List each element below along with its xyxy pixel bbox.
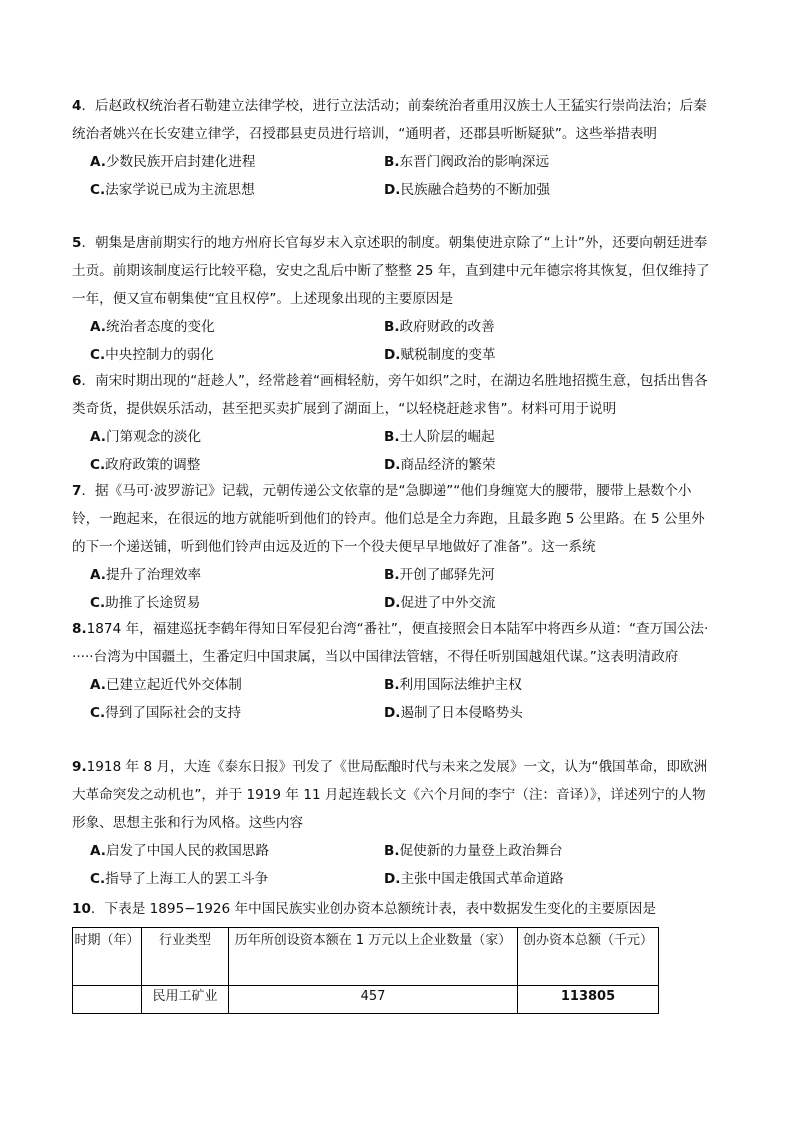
option-b[interactable]: B.促使新的力量登上政治舞台 xyxy=(384,843,563,859)
option-row xyxy=(72,699,712,727)
option-a[interactable]: A.启发了中国人民的救国思路 xyxy=(90,843,270,859)
table-cell: 民用工矿业 xyxy=(142,986,229,1014)
question-stem: 6．南宋时期出现的“赶趁人”，经常趁着“画楫轻舫，旁午如织”之时，在湖边名胜地招揽生意，包括出售各类奇货，提供娱乐活动，甚至把买卖扩展到了湖面上，“以轻桡赶趁求售”。材料可用于说明 xyxy=(72,373,708,417)
option-a[interactable]: A.统治者态度的变化 xyxy=(90,319,215,335)
option-row xyxy=(72,837,712,865)
option-row xyxy=(72,148,712,176)
option-row xyxy=(72,176,712,204)
option-row xyxy=(72,865,712,893)
option-d[interactable]: D.商品经济的繁荣 xyxy=(384,457,496,473)
option-c[interactable]: C.法家学说已成为主流思想 xyxy=(90,182,255,198)
table-header-cell: 时期（年） xyxy=(73,928,142,986)
option-row xyxy=(72,561,712,589)
question-stem: 4．后赵政权统治者石勒建立法律学校，进行立法活动；前秦统治者重用汉族士人王猛实行崇尚法治；后秦统治者姚兴在长安建立律学，召授郡县吏员进行培训，“通明者，还郡县听断疑狱”。这些举措表明 xyxy=(72,98,707,142)
question-stem: 8.1874 年，福建巡抚李鹤年得知日军侵犯台湾“番社”，便直接照会日本陆军中将西乡从道：“查万国公法······台湾为中国疆土，生番定归中国隶属，当以中国律法管辖，不得任听别国越俎代谋。”这表明清政府 xyxy=(72,621,709,665)
option-d[interactable]: D.民族融合趋势的不断加强 xyxy=(384,182,550,198)
option-row xyxy=(72,423,712,451)
question-4 xyxy=(72,92,712,204)
option-a[interactable]: A.少数民族开启封建化进程 xyxy=(90,154,256,170)
option-b[interactable]: B.政府财政的改善 xyxy=(384,319,495,335)
option-row xyxy=(72,671,712,699)
question-5 xyxy=(72,229,712,369)
question-7 xyxy=(72,477,712,617)
option-c[interactable]: C.得到了国际社会的支持 xyxy=(90,705,242,721)
option-a[interactable]: A.已建立起近代外交体制 xyxy=(90,677,242,693)
option-row xyxy=(72,451,712,479)
option-c[interactable]: C.中央控制力的弱化 xyxy=(90,347,214,363)
table-header-cell: 历年所创设资本额在 1 万元以上企业数量（家） xyxy=(229,928,518,986)
table-cell xyxy=(73,986,142,1014)
option-a[interactable]: A.提升了治理效率 xyxy=(90,567,202,583)
table-cell: 113805 xyxy=(518,986,659,1014)
option-d[interactable]: D.遏制了日本侵略势头 xyxy=(384,705,523,721)
table-cell: 457 xyxy=(229,986,518,1014)
option-row xyxy=(72,341,712,369)
question-10 xyxy=(72,895,712,923)
question-9 xyxy=(72,753,712,893)
question-stem: 7．据《马可·波罗游记》记载，元朝传递公文依靠的是“急脚递”“他们身缠宽大的腰带，腰带上悬数个小铃，一跑起来，在很远的地方就能听到他们的铃声。他们总是全力奔跑，且最多跑 5 公里路。在 5 公里外的下一个递送铺，听到他们铃声由远及近的下一个役夫便早早地做好了准备”。这一系统 xyxy=(72,483,705,555)
table-header-row xyxy=(73,928,659,986)
option-row xyxy=(72,313,712,341)
capital-statistics-table xyxy=(72,927,659,1014)
table-header-cell: 创办资本总额（千元） xyxy=(518,928,659,986)
option-c[interactable]: C.指导了上海工人的罢工斗争 xyxy=(90,871,269,887)
option-a[interactable]: A.门第观念的淡化 xyxy=(90,429,202,445)
option-row xyxy=(72,589,712,617)
question-stem: 10．下表是 1895−1926 年中国民族实业创办资本总额统计表，表中数据发生变化的主要原因是 xyxy=(72,901,656,917)
question-stem: 5．朝集是唐前期实行的地方州府长官每岁末入京述职的制度。朝集使进京除了“上计”外，还要向朝廷进奉土贡。前期该制度运行比较平稳，安史之乱后中断了整整 25 年，直到建中元年德宗将其恢复，但仅维持了一年，便又宣布朝集使“宜且权停”。上述现象出现的主要原因是 xyxy=(72,235,710,307)
option-b[interactable]: B.士人阶层的崛起 xyxy=(384,429,495,445)
option-d[interactable]: D.促进了中外交流 xyxy=(384,595,496,611)
option-b[interactable]: B.利用国际法维护主权 xyxy=(384,677,522,693)
option-c[interactable]: C.助推了长途贸易 xyxy=(90,595,201,611)
option-b[interactable]: B.东晋门阀政治的影响深远 xyxy=(384,154,550,170)
option-d[interactable]: D.赋税制度的变革 xyxy=(384,347,496,363)
option-c[interactable]: C.政府政策的调整 xyxy=(90,457,201,473)
option-d[interactable]: D.主张中国走俄国式革命道路 xyxy=(384,871,564,887)
question-6 xyxy=(72,367,712,479)
question-8 xyxy=(72,615,712,727)
table-row xyxy=(73,986,659,1014)
table-header-cell: 行业类型 xyxy=(142,928,229,986)
question-stem: 9.1918 年 8 月，大连《泰东日报》刊发了《世局酝酿时代与未来之发展》一文，认为“俄国革命，即欧洲大革命突发之动机也”，并于 1919 年 11 月起连载长文《六个月间的李宁（注：音译）》，详述列宁的人物形象、思想主张和行为风格。这些内容 xyxy=(72,759,708,831)
option-b[interactable]: B.开创了邮驿先河 xyxy=(384,567,495,583)
